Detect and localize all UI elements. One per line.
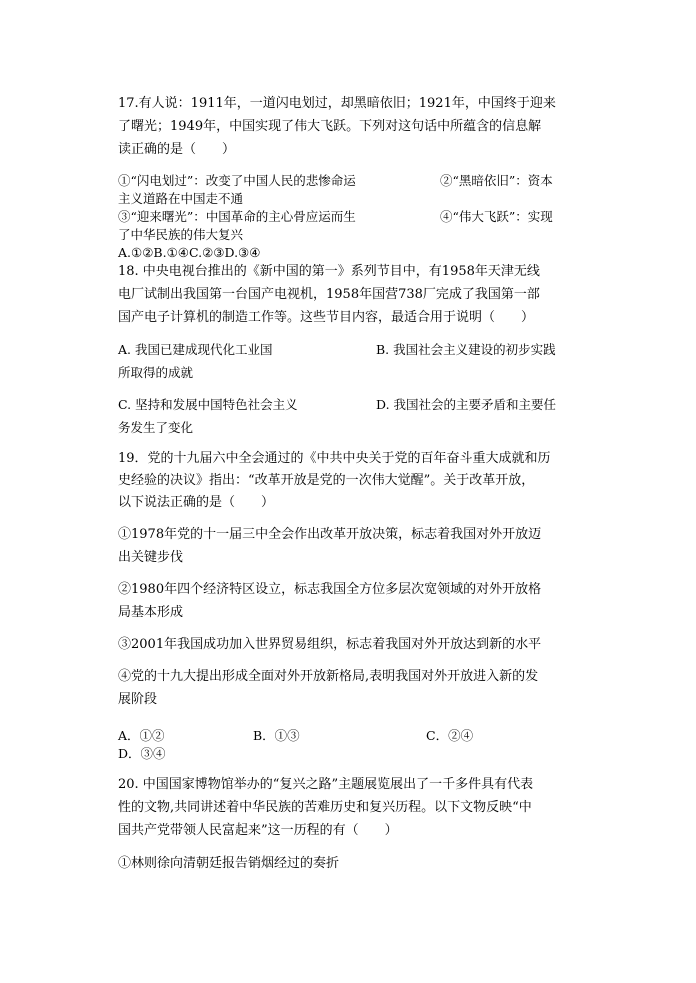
q17-option-2: ②“黑暗依旧”：资本 <box>440 173 553 188</box>
q18-stem-line-3: 国产电子计算机的制造工作等。这些节目内容，最适合用于说明（ ） <box>118 310 535 325</box>
q19-option-a: A．①② <box>118 728 165 743</box>
q19-stem-line-1: 19．党的十九届六中全会通过的《中共中央关于党的百年奋斗重大成就和历 <box>118 451 551 466</box>
q18-option-b: B. 我国社会主义建设的初步实践 <box>376 342 556 357</box>
q17-option-4: ④“伟大飞跃”：实现 <box>440 209 553 224</box>
q19-option-d: D．③④ <box>118 746 166 761</box>
q19-stem-line-3: 以下说法正确的是（ ） <box>118 495 275 510</box>
q19-stem-line-2: 史经验的决议》指出：“改革开放是党的一次伟大觉醒”。关于改革开放， <box>118 473 535 488</box>
q18-option-b-cont: 所取得的成就 <box>118 365 194 380</box>
q20-stem-line-3: 国共产党带领人民富起来”这一历程的有（ ） <box>118 823 398 838</box>
q18-option-a: A. 我国已建成现代化工业国 <box>118 342 273 357</box>
q19-statement-2: ②1980年四个经济特区设立，标志我国全方位多层次宽领域的对外开放格 <box>118 582 542 597</box>
q18-option-d: D. 我国社会的主要矛盾和主要任 <box>376 397 557 412</box>
q17-option-1: ①“闪电划过”：改变了中国人民的悲惨命运 <box>118 173 356 188</box>
q19-option-b: B．①③ <box>253 728 300 743</box>
q20-statement-1: ①林则徐向清朝廷报告销烟经过的奏折 <box>118 856 340 871</box>
q20-stem-line-1: 20. 中国国家博物馆举办的“复兴之路”主题展览展出了一千多件具有代表 <box>118 777 534 792</box>
q20-stem-line-2: 性的文物,共同讲述着中华民族的苦难历史和复兴历程。以下文物反映“中 <box>118 800 532 815</box>
q19-statement-4: ④党的十九大提出形成全面对外开放新格局,表明我国对外开放进入新的发 <box>118 669 539 684</box>
q17-option-2-cont: 主义道路在中国走不通 <box>118 191 244 206</box>
q17-option-3: ③“迎来曙光”：中国革命的主心骨应运而生 <box>118 209 356 224</box>
q18-stem-line-1: 18. 中央电视台推出的《新中国的第一》系列节目中，有1958年天津无线 <box>118 264 540 279</box>
q19-statement-1-cont: 出关键步伐 <box>118 550 184 565</box>
q19-option-c: C．②④ <box>426 728 474 743</box>
q19-statement-4-cont: 展阶段 <box>118 692 158 707</box>
q17-stem-line-1: 17.有人说：1911年，一道闪电划过，却黑暗依旧；1921年，中国终于迎来 <box>118 96 556 111</box>
q18-option-c: C. 坚持和发展中国特色社会主义 <box>118 397 298 412</box>
q18-option-d-cont: 务发生了变化 <box>118 420 194 435</box>
q17-option-4-cont: 了中华民族的伟大复兴 <box>118 227 244 242</box>
q17-answers: A.①②B.①④C.②③D.③④ <box>118 245 261 260</box>
q18-stem-line-2: 电厂试制出我国第一台国产电视机，1958年国营738厂完成了我国第一部 <box>118 287 540 302</box>
q19-statement-2-cont: 局基本形成 <box>118 605 184 620</box>
q17-stem-line-2: 了曙光；1949年，中国实现了伟大飞跃。下列对这句话中所蕴含的信息解 <box>118 119 542 134</box>
q17-stem-line-3: 读正确的是（ ） <box>118 142 236 157</box>
q19-statement-3: ③2001年我国成功加入世界贸易组织，标志着我国对外开放达到新的水平 <box>118 637 542 652</box>
q19-statement-1: ①1978年党的十一届三中全会作出改革开放决策，标志着我国对外开放迈 <box>118 527 542 542</box>
